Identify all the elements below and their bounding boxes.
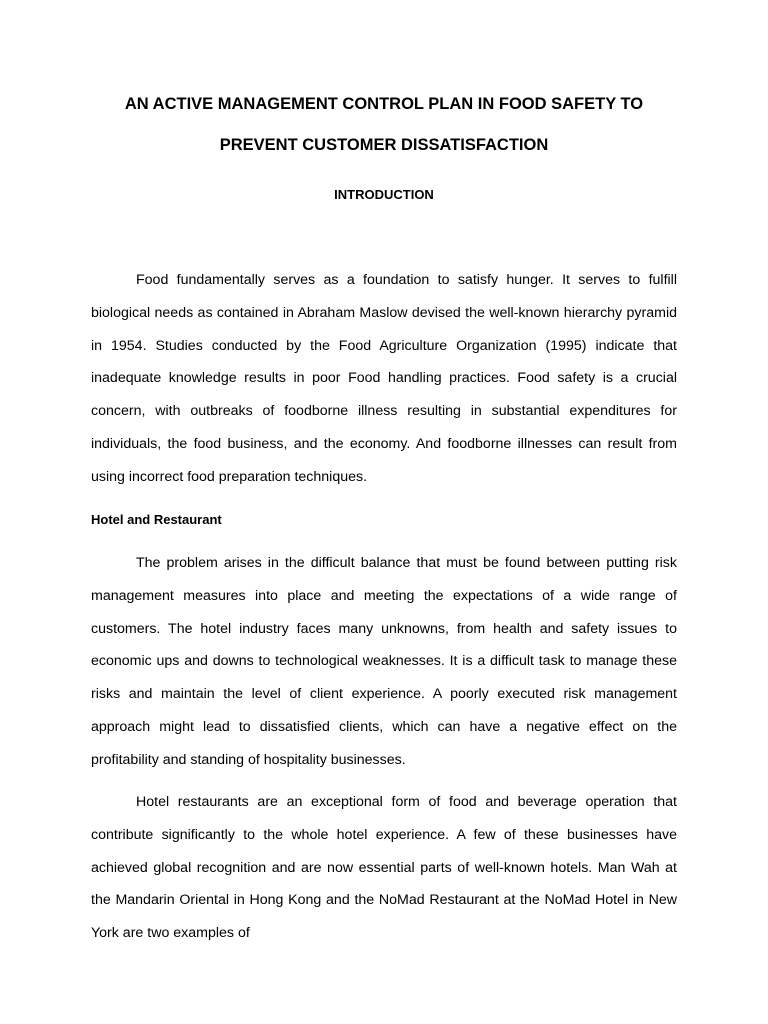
introduction-heading: INTRODUCTION xyxy=(334,187,434,202)
paragraph-problem: The problem arises in the difficult balance that must be found between putting risk management measures into place and meeting the expectations of a wide range of customers. The hotel industry faces many unknowns, from health and safety issues to economic ups and downs to technological weaknesses. It is a difficult task to manage these risks and maintain the level of client experience. A poorly executed risk management approach might lead to dissatisfied clients, which can have a negative effect on the profitability and standing of hospitality businesses. xyxy=(91,555,677,768)
document-title-line-1: AN ACTIVE MANAGEMENT CONTROL PLAN IN FOOD SAFETY TO xyxy=(124,95,644,113)
paragraph-introduction: Food fundamentally serves as a foundation to satisfy hunger. It serves to fulfill biological needs as contained in Abraham Maslow devised the well-known hierarchy pyramid in 1954. Studies conducted by the Food Agriculture Organization (1995) indicate that inadequate knowledge results in poor Food handling practices. Food safety is a crucial concern, with outbreaks of foodborne illness resulting in substantial expenditures for individuals, the food business, and the economy. And foodborne illnesses can result from using incorrect food preparation techniques. xyxy=(91,272,677,485)
document-title-line-2: PREVENT CUSTOMER DISSATISFACTION xyxy=(219,136,549,154)
section-heading-hotel-restaurant: Hotel and Restaurant xyxy=(91,512,222,527)
paragraph-hotel-restaurants: Hotel restaurants are an exceptional form of food and beverage operation that contribute significantly to the whole hotel experience. A few of these businesses have achieved global recognition and are now essential parts of well-known hotels. Man Wah at the Mandarin Oriental in Hong Kong and the NoMad Restaurant at the NoMad Hotel in New York are two examples of xyxy=(91,794,677,942)
